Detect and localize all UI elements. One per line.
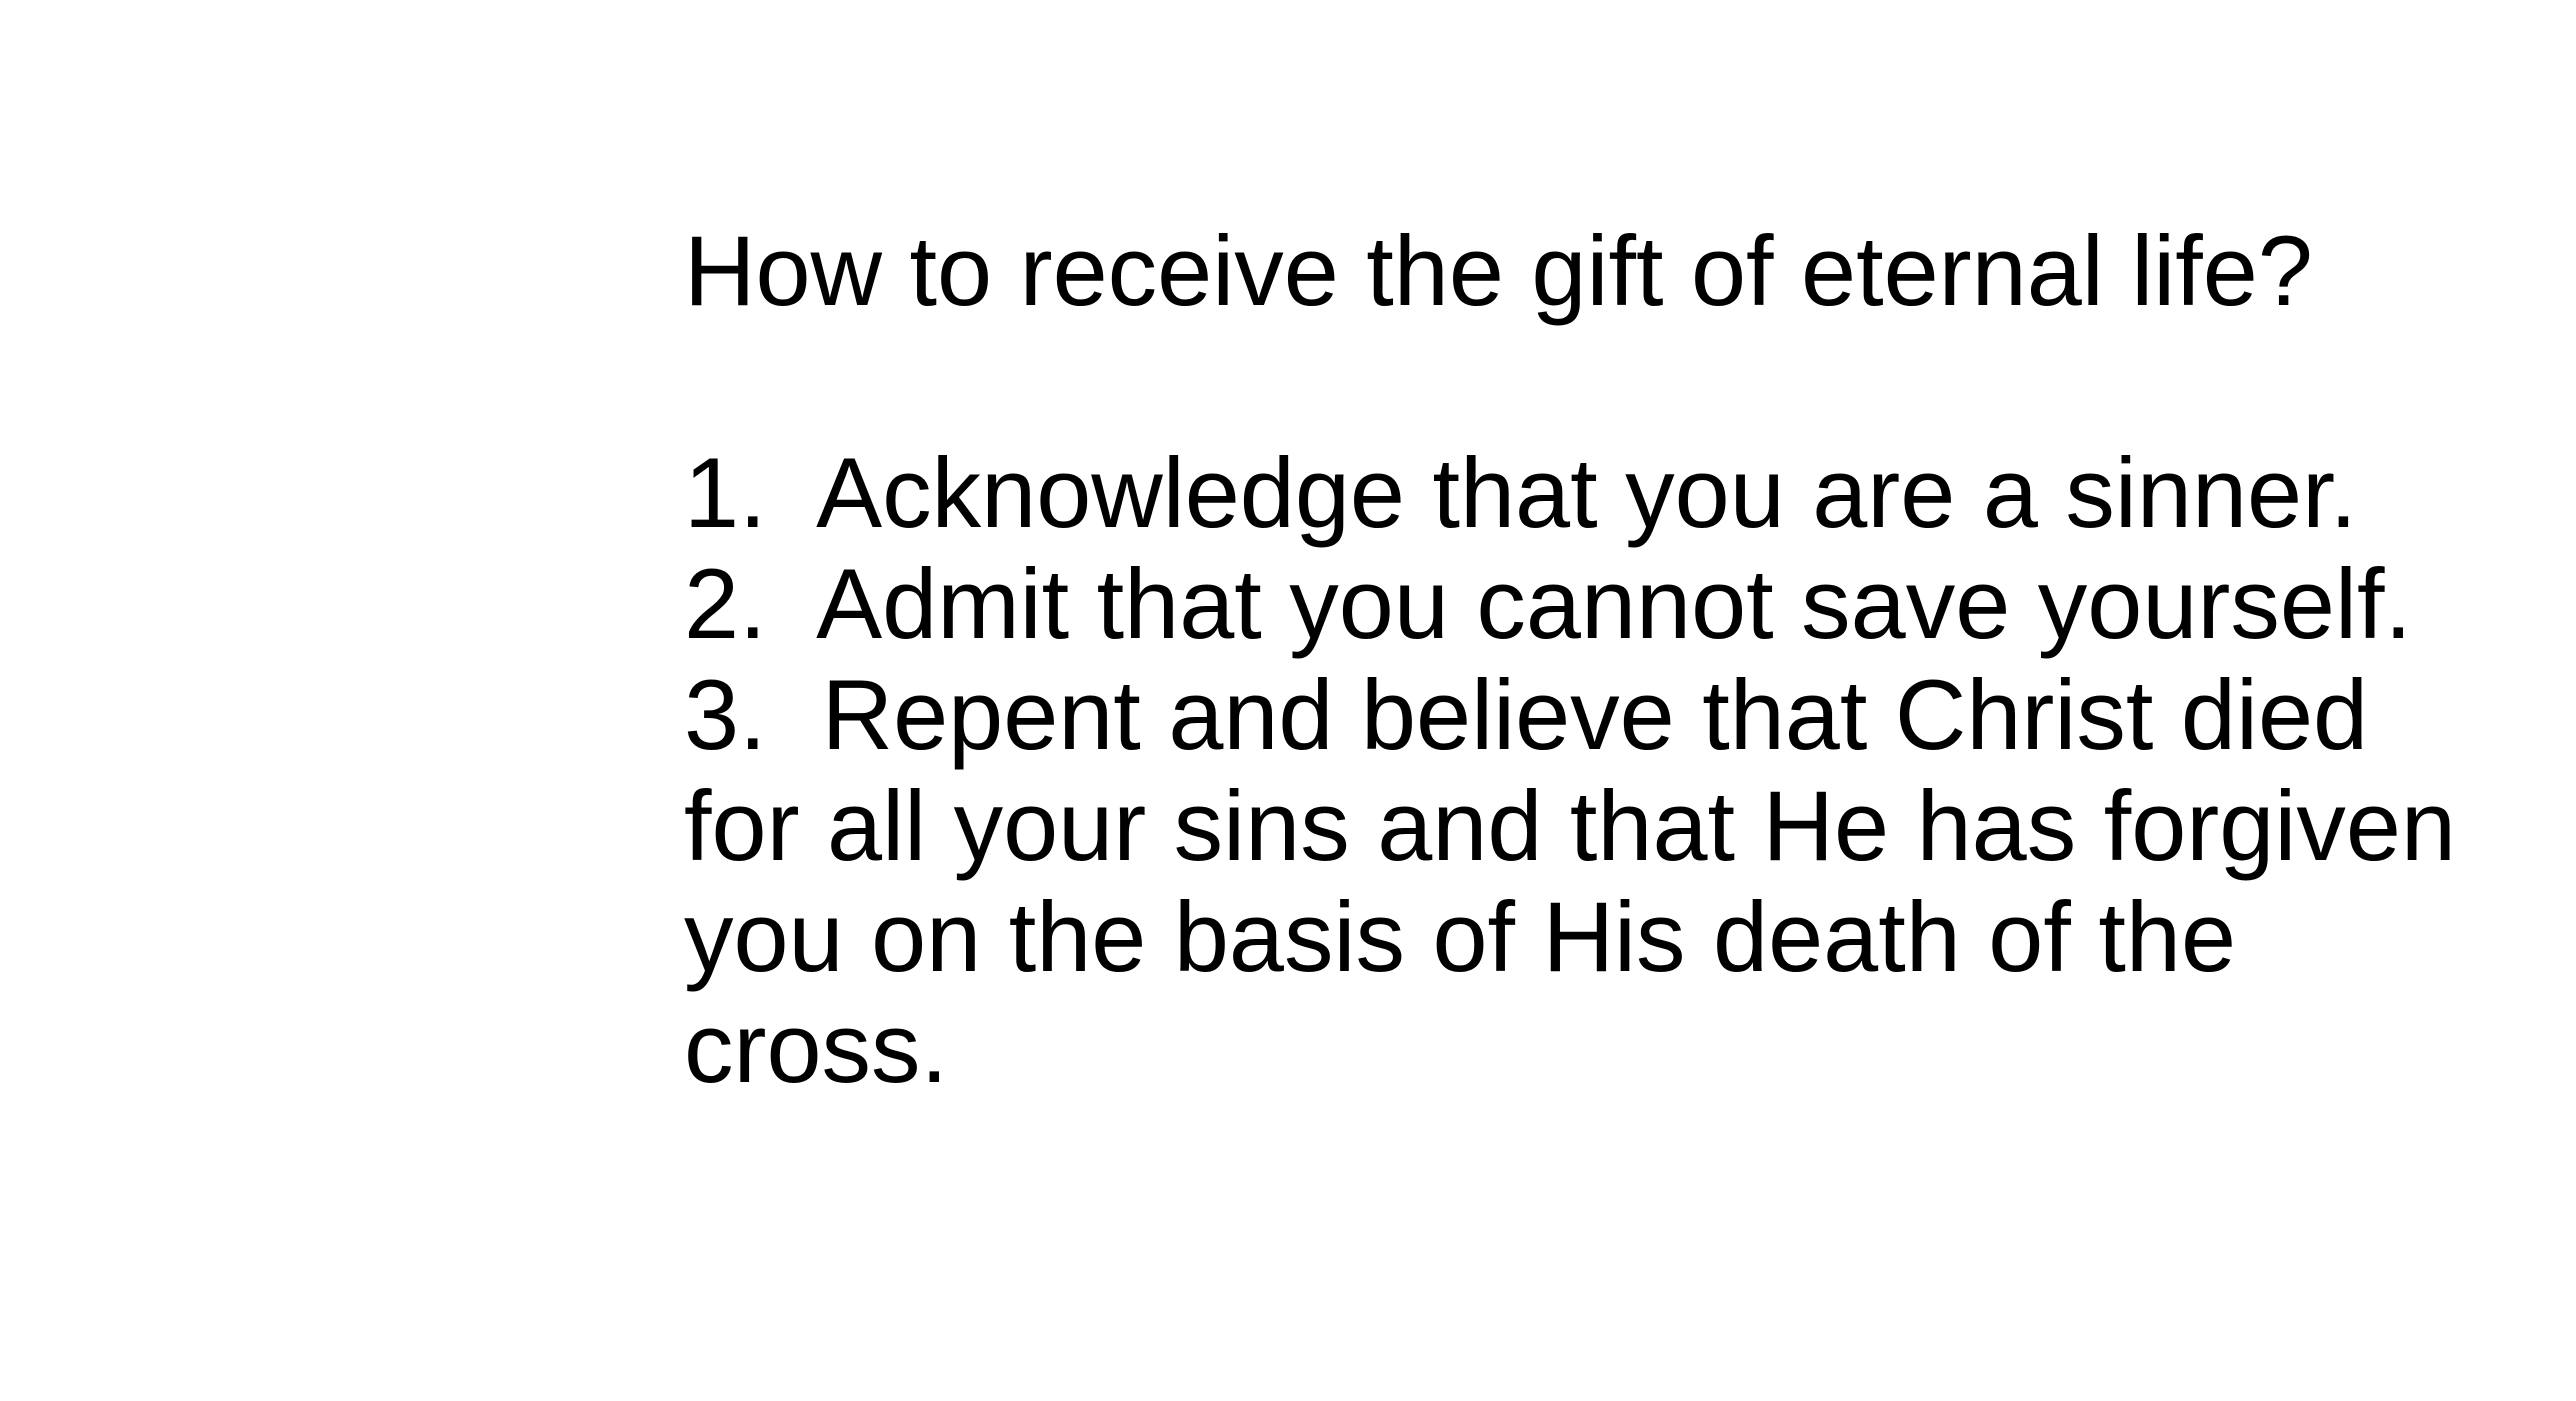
text-line: cross. xyxy=(684,992,949,1103)
text-block xyxy=(684,215,2456,1103)
text-line: 2. Admit that you cannot save yourself. xyxy=(684,548,2412,659)
text-line: 3. Repent and believe that Christ died xyxy=(684,659,2369,770)
blank-line xyxy=(684,326,2456,437)
text-line: 1. Acknowledge that you are a sinner. xyxy=(684,437,2358,548)
text-line: for all your sins and that He has forgiven xyxy=(684,770,2456,881)
slide-title: How to receive the gift of eternal life? xyxy=(684,215,2313,326)
body-lines xyxy=(684,437,2456,1103)
text-line: you on the basis of His death of the xyxy=(684,881,2236,992)
